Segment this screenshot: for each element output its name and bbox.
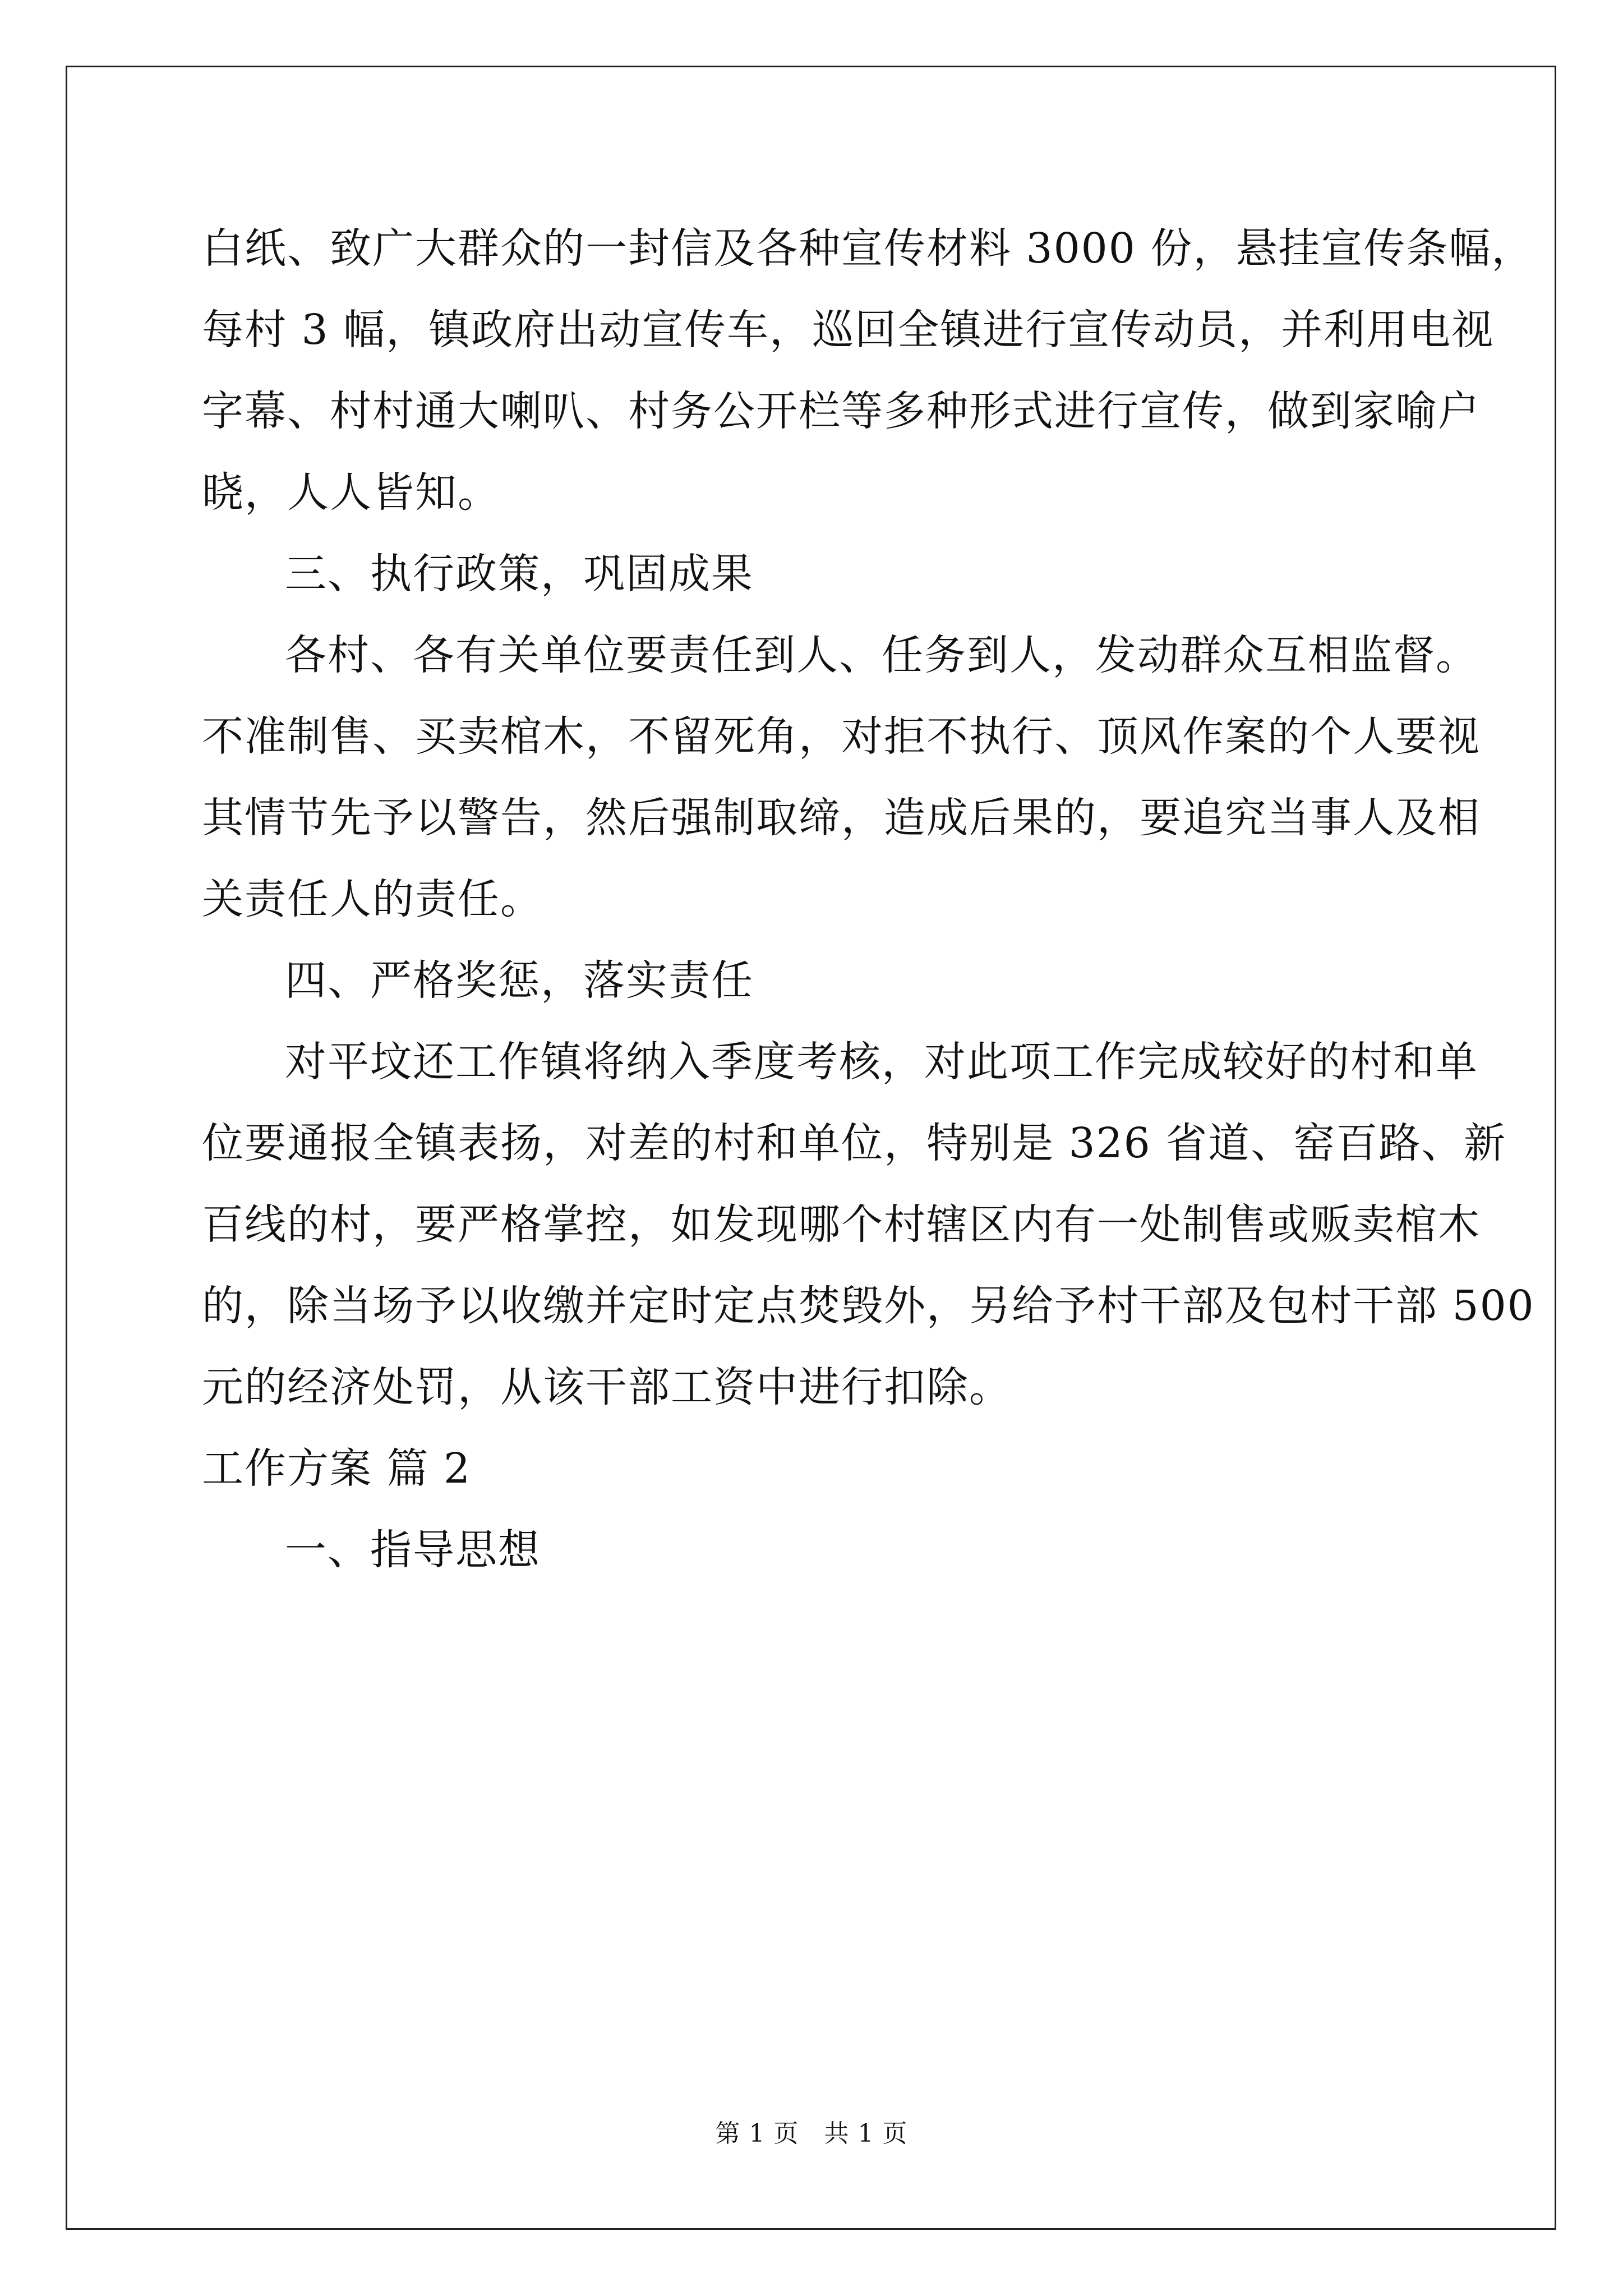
document-title: 工作方案 篇 2 xyxy=(202,1444,472,1493)
page-footer: 第 1 页 共 1 页 xyxy=(715,2119,908,2148)
body-text-line: 位要通报全镇表扬，对差的村和单位，特别是 326 省道、窑百路、新 xyxy=(202,1119,1507,1167)
body-text-line: 对平坟还工作镇将纳入季度考核，对此项工作完成较好的村和单 xyxy=(285,1038,1478,1086)
body-text-line: 百线的村，要严格掌控，如发现哪个村辖区内有一处制售或贩卖棺木 xyxy=(202,1200,1481,1249)
body-text-line: 每村 3 幅，镇政府出动宣传车，巡回全镇进行宣传动员，并利用电视 xyxy=(202,306,1495,354)
body-text-line: 白纸、致广大群众的一封信及各种宣传材料 3000 份，悬挂宣传条幅， xyxy=(202,224,1534,273)
section-heading: 一、指导思想 xyxy=(285,1526,541,1574)
section-heading: 四、严格奖惩，落实责任 xyxy=(285,956,754,1005)
body-text-line: 晓，人人皆知。 xyxy=(202,468,500,517)
body-text-line: 元的经济处罚，从该干部工资中进行扣除。 xyxy=(202,1363,1012,1411)
body-text-line: 不准制售、买卖棺木，不留死角，对拒不执行、顶风作案的个人要视 xyxy=(202,712,1481,761)
body-text-line: 字幕、村村通大喇叭、村务公开栏等多种形式进行宣传，做到家喻户 xyxy=(202,387,1481,435)
body-text-line: 的，除当场予以收缴并定时定点焚毁外，另给予村干部及包村干部 500 xyxy=(202,1282,1535,1330)
body-text-line: 各村、各有关单位要责任到人、任务到人，发动群众互相监督。 xyxy=(285,631,1478,679)
section-heading: 三、执行政策，巩固成果 xyxy=(285,550,754,598)
body-text-line: 关责任人的责任。 xyxy=(202,875,543,923)
body-text-line: 其情节先予以警告，然后强制取缔，造成后果的，要追究当事人及相 xyxy=(202,794,1481,842)
